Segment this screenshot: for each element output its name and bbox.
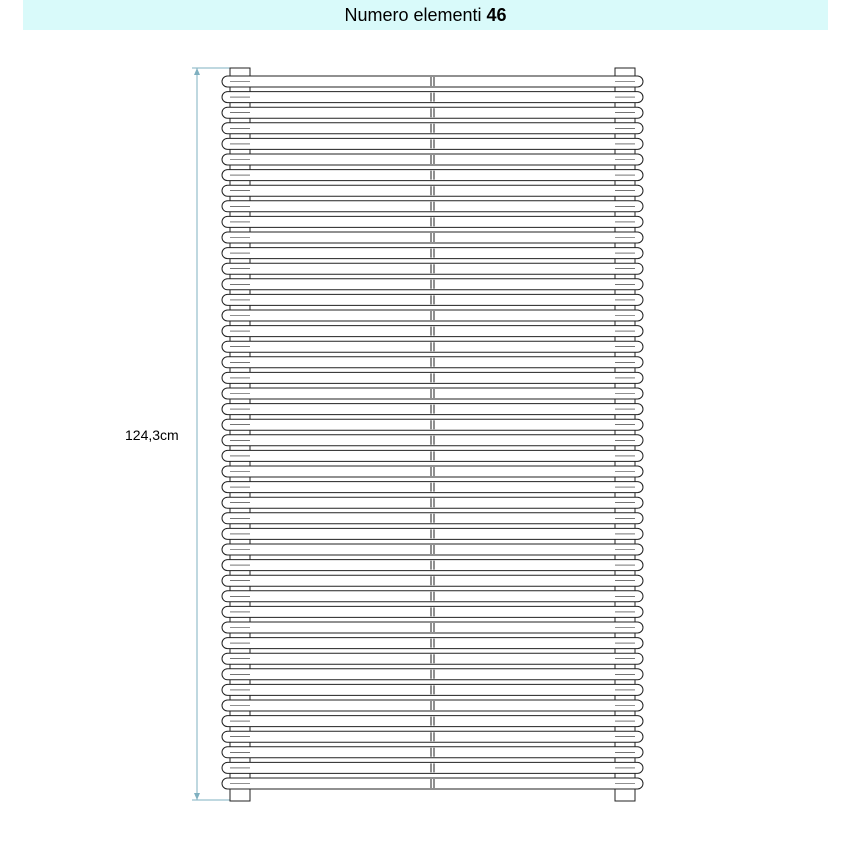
radiator-tube [222, 216, 643, 227]
radiator-tube [222, 497, 643, 508]
radiator-tube [222, 622, 643, 633]
radiator-tube [222, 606, 643, 617]
radiator-tube [222, 778, 643, 789]
radiator-tube [222, 170, 643, 181]
radiator-tube [222, 138, 643, 149]
element-count: 46 [486, 4, 507, 25]
radiator-tube [222, 435, 643, 446]
radiator-tube [222, 185, 643, 196]
radiator-tube [222, 513, 643, 524]
radiator-tube [222, 544, 643, 555]
radiator-tube [222, 92, 643, 103]
radiator-tube [222, 528, 643, 539]
radiator-tube [222, 653, 643, 664]
radiator-tube [222, 107, 643, 118]
radiator-tube [222, 326, 643, 337]
dimension-arrow-bottom [194, 793, 200, 800]
radiator-tube [222, 419, 643, 430]
header-label: Numero elementi [344, 4, 482, 25]
radiator-tube [222, 310, 643, 321]
radiator-tube [222, 762, 643, 773]
radiator-tube [222, 591, 643, 602]
radiator-tube [222, 123, 643, 134]
radiator-tube [222, 201, 643, 212]
radiator-tube [222, 575, 643, 586]
radiator-tube [222, 294, 643, 305]
radiator-tube [222, 669, 643, 680]
dimension-arrow-top [194, 68, 200, 75]
radiator-tube [222, 638, 643, 649]
radiator-tube [222, 263, 643, 274]
radiator-tube [222, 76, 643, 87]
radiator-tube [222, 357, 643, 368]
radiator-tube [222, 684, 643, 695]
radiator-tube [222, 482, 643, 493]
radiator-tube [222, 232, 643, 243]
radiator-tubes [222, 68, 643, 801]
radiator-tube [222, 154, 643, 165]
radiator-tube [222, 560, 643, 571]
radiator-tube [222, 341, 643, 352]
radiator-tube [222, 700, 643, 711]
radiator-tube [222, 466, 643, 477]
radiator-tube [222, 372, 643, 383]
radiator-tube [222, 450, 643, 461]
radiator-tube [222, 404, 643, 415]
radiator-tube [222, 248, 643, 259]
radiator-tube [222, 279, 643, 290]
radiator-tube [222, 716, 643, 727]
radiator-tube [222, 747, 643, 758]
height-dimension-label: 124,3cm [125, 427, 179, 443]
radiator-tube [222, 731, 643, 742]
radiator-tube [222, 388, 643, 399]
